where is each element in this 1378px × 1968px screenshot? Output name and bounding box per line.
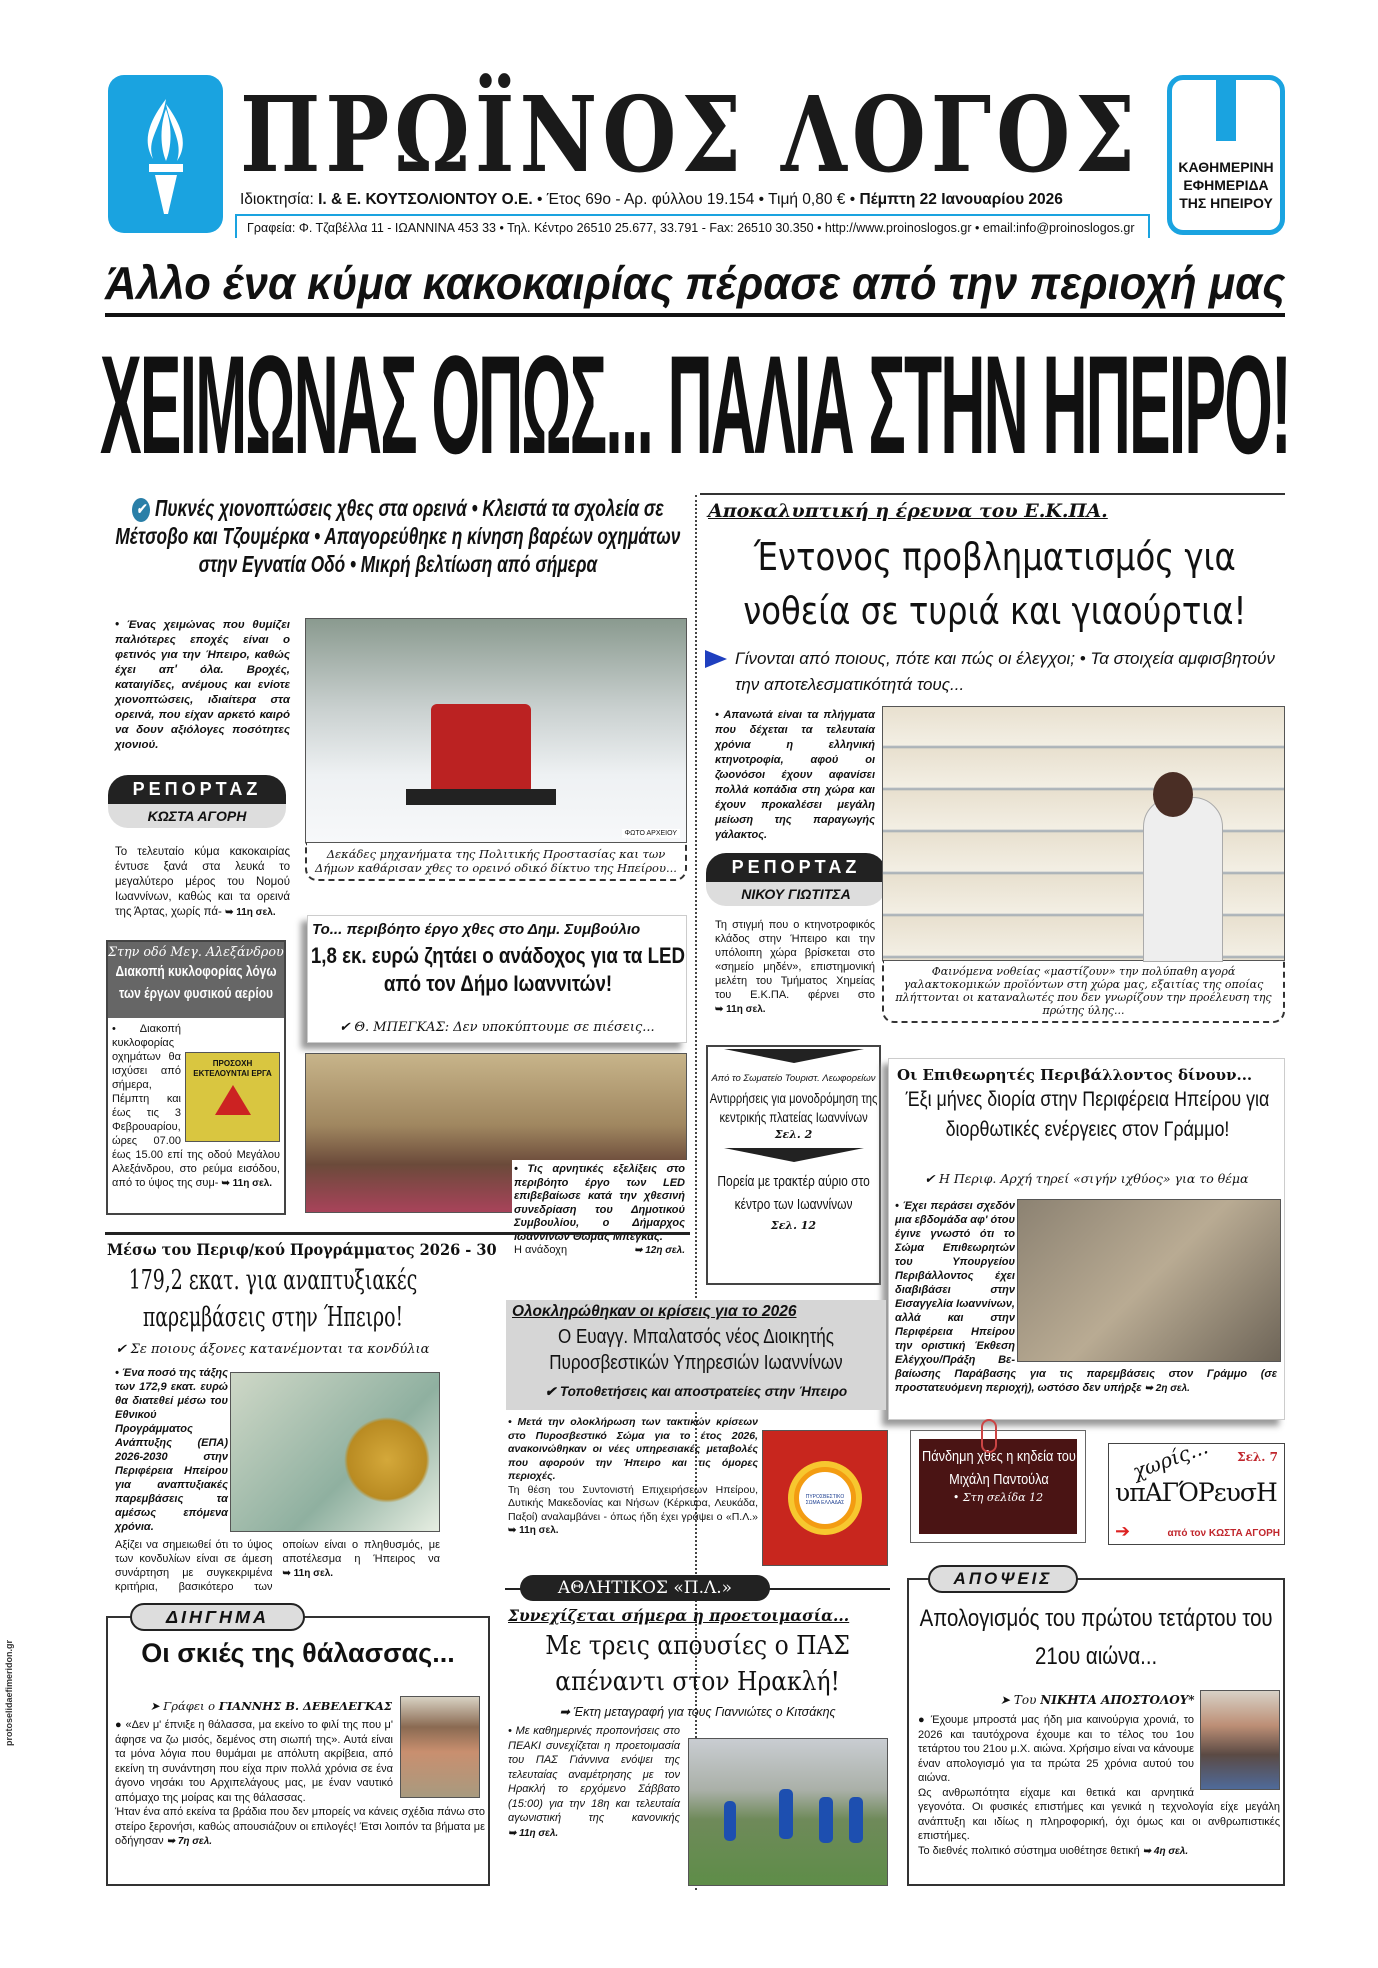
- shopper-head: [1153, 772, 1193, 817]
- blue-arrow-icon: [705, 650, 727, 668]
- tagline-line: ΚΑΘΗΜΕΡΙΝΗ: [1178, 159, 1274, 175]
- gas-body: [112, 1022, 280, 1191]
- gas-text: • Διακοπή κυκλοφορίας οχημάτων θα ισχύσει από σήμερα, Πέμπτη και έως τις 3 Φεβρουαρίου, ώρες 07.00 έως 15.00: [112, 1023, 181, 1161]
- story-headline-box: [112, 1636, 484, 1670]
- opinion-headline: Απολογισμός του πρώτου τετάρτου του 21ου αιώνα...: [919, 1605, 1273, 1670]
- funeral-headline: Πάνδημη χθες η κηδεία του Μιχάλη Παντούλα: [921, 1448, 1076, 1488]
- contact-box: [235, 214, 1150, 238]
- lead-subhead-text: Πυκνές χιονοπτώσεις χθες στα ορεινά • Κλειστά τα σχολεία σε Μέτσοβο και Τζουμέρκα • Απαγορεύθηκε η κίνηση βαρέων οχημάτων στην Εγνατία Οδό • Μικρή βελτίωση από σήμερα: [115, 495, 681, 577]
- led-header-box: [307, 915, 687, 1043]
- funding-intro: • Ένα ποσό της τάξης των 172,9 εκατ. ευρώ θα διατεθεί μέσω του Εθνικού Προγράμματος Ανάπτυξης (ΕΠΑ) 2026-2030 στην Περιφέρεια Ηπείρου για αναπτυξιακές παρεμβάσεις τα αμέσως επόμενα χρόνια.: [115, 1367, 228, 1533]
- brief-page: Σελ. 12: [770, 1219, 817, 1232]
- report-badge: [706, 853, 886, 906]
- continue-link[interactable]: ➥ 11η σελ.: [225, 907, 276, 918]
- dairy-intro: • Απανωτά είναι τα πλήγματα που δέχεται τα τελευταία χρόνια η ελληνική κτηνοτροφία, αφού οι ζωονόσοι έχουν αφανίσει πολλά κοπάδια στη χώρα και έχουν προκαλέσει μεγάλη μείωση της παραγωγής γάλακτος.: [715, 709, 875, 841]
- fire-body: [508, 1416, 758, 1538]
- tagline-line: ΕΦΗΜΕΡΙΔΑ: [1183, 177, 1269, 193]
- opinion-tab: ΑΠΟΨΕΙΣ: [928, 1565, 1078, 1593]
- grammos-text-cont: βαίωσης Παράβασης για τις παρεμβάσεις στον Γράμμο (σε προστατευόμενη περιοχή), ωστόσο δεν υπήρξε: [895, 1368, 1277, 1394]
- cheese-shelf-photo: [882, 706, 1285, 961]
- torch-icon: [131, 89, 201, 219]
- story-body: [115, 1718, 485, 1850]
- issue-info-box: [240, 190, 1140, 210]
- lead-intro: • Ένας χειμώνας που θυμίζει παλιότερες εποχές είναι ο φετινός για την Ήπειρο, καθώς έχει απ' όλα. Βροχές, καταιγίδες, ανέμους και ενίοτε χιονοπτώσεις, ιδιαίτερα στα ορεινά, που είχαν αρκετό καιρό να δουν αξιόλογες ποσότητες χιονιού.: [115, 619, 290, 751]
- continue-link[interactable]: ➥ 11η σελ.: [221, 1178, 273, 1189]
- lead-kicker-box: [105, 255, 1285, 317]
- lead-caption: Δεκάδες μηχανήματα της Πολιτικής Προστασίας και των Δήμων καθάρισαν χθες το ορεινό οδικό δίκτυο της Ηπείρου...: [305, 843, 687, 881]
- contact-line-box: [247, 220, 1142, 236]
- funeral-page: • Στη σελίδα 12: [952, 1491, 1044, 1504]
- lead-subhead-box: [108, 494, 688, 610]
- led-kicker: Το... περιβόητο έργο χθες στο Δημ. Συμβούλιο: [312, 921, 641, 938]
- story-text: ● «Δεν μ' έπνιξε η θάλασσα, μα εκείνο το φιλί της που μ' άφησε να ζω μισός, δεμένος στη σιωπή της». Αυτά είναι τα μόνα λόγια που θυμάμαι με απόλυτη ακρίβεια, από εκείνη τη συνάντηση που είχα πριν πολλά χρόνια σε ένα άγονο νησάκι του Αρχιπελάγους μας, με έναν ναυτικό απόμαχο της μοίρας και της θάλασσας.: [115, 1719, 393, 1804]
- plow-blade: [406, 789, 556, 805]
- story-tab: ΔΙΗΓΗΜΑ: [130, 1603, 305, 1631]
- story-headline: Οι σκιές της θάλασσας...: [141, 1638, 455, 1668]
- opinion-text: Το διεθνές πολιτικό σύστημα υιοθέτησε θετική: [918, 1844, 1140, 1857]
- column-title-small: χωρίς...: [1129, 1434, 1212, 1484]
- down-arrow-icon: [724, 1148, 864, 1162]
- gas-works-box: [106, 940, 286, 1215]
- story-author: ΓΙΑΝΝΗΣ Β. ΔΕΒΕΛΕΓΚΑΣ: [218, 1699, 393, 1713]
- brief-kicker-box: [708, 1073, 879, 1085]
- sports-banner: ΑΘΛΗΤΙΚΟΣ «Π.Λ.»: [520, 1575, 770, 1601]
- continue-link[interactable]: ➥ 2η σελ.: [1144, 1383, 1190, 1394]
- sports-headline: Με τρεις απουσίες ο ΠΑΣ απέναντι στον Ηρακλή!: [545, 1631, 850, 1697]
- lead-body: [115, 845, 290, 920]
- lead-kicker: Άλλο ένα κύμα κακοκαιρίας πέρασε από την περιοχή μας: [105, 257, 1286, 309]
- funding-kicker-box: [107, 1240, 497, 1260]
- contact-line: Γραφεία: Φ. Τζαβέλλα 11 - ΙΩΑΝΝΙΝΑ 453 33 • Τηλ. Κέντρο 26510 25.677, 33.791 - Fax: 26510 30.350 • http://www.proinoslogos.gr • email:info@proinoslogos.gr: [247, 221, 1135, 235]
- column-page: Σελ. 7: [1237, 1450, 1278, 1464]
- dairy-body: [715, 918, 875, 1017]
- warning-triangle-icon: [215, 1085, 251, 1115]
- continue-link[interactable]: ➥ 7η σελ.: [166, 1836, 213, 1847]
- column-author: από τον ΚΩΣΤΑ ΑΓΟΡΗ: [1167, 1528, 1280, 1539]
- photo-spacer: [1194, 1713, 1280, 1793]
- player: [819, 1797, 833, 1843]
- grammos-kicker: Οι Επιθεωρητές Περιβάλλοντος δίνουν...: [897, 1066, 1253, 1084]
- photo-credit: ΦΩΤΟ ΑΡΧΕΙΟΥ: [622, 829, 680, 838]
- led-text-cont: Η ανάδοχη: [514, 1244, 568, 1256]
- led-subhead: ✔ Θ. ΜΠΕΓΚΑΣ: Δεν υποκύπτουμε σε πιέσεις...: [339, 1020, 655, 1035]
- grammos-body: [895, 1199, 1277, 1396]
- fire-subhead: ✔ Τοποθετήσεις και αποστρατείες στην Ήπειρο: [544, 1384, 848, 1399]
- grammos-headline: Έξι μήνες διορία στην Περιφέρεια Ηπείρου για διορθωτικές ενέργειες στον Γράμμο!: [905, 1088, 1270, 1141]
- brief-headline: Πορεία με τρακτέρ αύριο στο κέντρο των Ιωαννίνων: [717, 1173, 870, 1213]
- main-headline: ΧΕΙΜΩΝΑΣ ΟΠΩΣ... ΠΑΛΙΑ ΣΤΗΝ ΗΠΕΙΡΟ!: [100, 326, 1290, 483]
- brief-kicker: Από το Σωματείο Τουριστ. Λεωφορείων: [711, 1073, 876, 1084]
- main-headline-box: [100, 326, 1290, 483]
- lead-body-text: Το τελευταίο κύμα κακοκαιρίας έντυσε ξανά στα λευκά το μεγαλύτερο μέρος του Νομού Ιωαννίνων, καθώς και τα ορεινά της Άρτας, χωρίς πά-: [115, 846, 290, 918]
- sports-subhead: ➡ Έκτη μεταγραφή για τους Γιαννιώτες ο Κιτσάκης: [559, 1705, 836, 1719]
- gas-kicker-box: [108, 944, 284, 961]
- gas-headline: Διακοπή κυκλοφορίας λόγω των έργων φυσικού αερίου: [115, 963, 277, 1002]
- training-photo: [688, 1738, 888, 1886]
- ownership-label: Ιδιοκτησία:: [240, 191, 314, 208]
- continue-link[interactable]: ➥ 11η σελ.: [508, 1827, 559, 1839]
- continue-link[interactable]: ➥ 12η σελ.: [634, 1245, 685, 1256]
- funding-headline: 179,2 εκατ. για αναπτυξιακές παρεμβάσεις στην Ήπειρο!: [128, 1265, 418, 1333]
- tagline-line: ΤΗΣ ΗΠΕΙΡΟΥ: [1179, 195, 1273, 211]
- opinion-byline: [1000, 1692, 1195, 1708]
- paperclip-icon: [981, 1419, 997, 1453]
- player: [724, 1801, 736, 1841]
- led-text: • Τις αρνητικές εξελίξεις στο περιβόητο έργο των LED επιβεβαίωσε κατά την χθεσινή συνεδρίαση του Δημοτικού Συμβουλίου, ο Δήμαρχος Ιωαννίνων Θωμάς Μπέγκας.: [514, 1163, 685, 1243]
- tagline-box: [1167, 75, 1285, 235]
- snowplow-truck: [431, 704, 531, 794]
- photo-spacer: [393, 1718, 485, 1798]
- watermark: protoselidaefimeridon.gr: [4, 1640, 14, 1747]
- sports-kicker: Συνεχίζεται σήμερα η προετοιμασία...: [508, 1606, 850, 1625]
- opinion-headline-box: [907, 1600, 1285, 1680]
- pen-nib-icon: [1216, 75, 1236, 141]
- down-arrow-icon: [724, 1049, 864, 1063]
- sign-text: ΠΡΟΣΟΧΗ ΕΚΤΕΛΟΥΝΤΑΙ ΕΡΓΑ: [193, 1059, 272, 1078]
- newspaper-title: ΠΡΩΪΝΟΣ ΛΟΓΟΣ: [240, 73, 1141, 196]
- funding-body: [115, 1538, 440, 1594]
- grammos-box: [888, 1058, 1285, 1420]
- gas-header: [108, 942, 284, 1018]
- issue-date: Πέμπτη 22 Ιανουαρίου 2026: [859, 191, 1063, 208]
- led-headline: 1,8 εκ. ευρώ ζητάει ο ανάδοχος για τα LED από τον Δήμο Ιωαννιτών!: [310, 943, 686, 996]
- briefs-box: [706, 1045, 881, 1285]
- owner: Ι. & Ε. ΚΟΥΤΣΟΛΙΟΝΤΟΥ Ο.Ε.: [318, 191, 533, 208]
- dairy-headline: Έντονος προβληματισμός για νοθεία σε τυριά και γιαούρτια!: [743, 535, 1247, 633]
- opinion-text: ● Έχουμε μπροστά μας ήδη μια καινούργια χρονιά, το 2026 και ταυτόχρονα έχουμε και το τέλος του 1ου τετάρτου του 21ου μ.Χ. αιώνα. Χρήσιμο είναι να κάνουμε έναν απολογισμό για τα πρώτα 25 χρόνια αυτού του αιώνα.: [918, 1714, 1194, 1784]
- player: [779, 1789, 793, 1839]
- story-text-cont: Ήταν ένα από εκείνα τα βράδια που δεν μπορείς να κάνεις σχέδια πάνω στο στείρο ξερονήσι, καθώς απουσιάζουν οι επιλογές! Έτσι λοιπόν τα βήματα με οδήγησαν: [115, 1806, 485, 1847]
- section-rule: [105, 1232, 690, 1235]
- photo-spacer: [1015, 1199, 1277, 1361]
- column-title: υπΑΓΌΡευσΗ: [1115, 1478, 1277, 1507]
- red-arrow-icon: ➔: [1115, 1521, 1131, 1541]
- fire-text: Τη θέση του Συντονιστή Επιχειρήσεων Ηπείρου, Δυτικής Μακεδονίας και Νήσων (Κέρκυρα, Λευκάδα, Παξοί) αναλαμβάνει - όπως ήδη έχει γράψει ο «Π.Λ.»: [508, 1483, 758, 1523]
- story-byline: [150, 1698, 392, 1714]
- fire-header-box: [506, 1300, 886, 1410]
- funding-kicker: Μέσω του Περιφ/κού Προγράμματος 2026 - 30: [107, 1240, 497, 1259]
- continue-link[interactable]: ➥ 11η σελ.: [508, 1525, 559, 1536]
- sports-body: [508, 1724, 680, 1841]
- brief-page: Σελ. 2: [774, 1128, 813, 1141]
- fire-emblem-text: ΠΥΡΟΣΒΕΣΤΙΚΟ ΣΩΜΑ ΕΛΛΑΔΑΣ: [794, 1467, 856, 1529]
- badge-label: ΡΕΠΟΡΤΑΖ: [108, 775, 286, 804]
- continue-link[interactable]: ➥ 11η σελ.: [282, 1568, 334, 1579]
- badge-label: ΡΕΠΟΡΤΑΖ: [706, 853, 886, 882]
- issue-info: Ιδιοκτησία: Ι. & Ε. ΚΟΥΤΣΟΛΙΟΝΤΟΥ Ο.Ε. • Έτος 69ο - Αρ. φύλλου 19.154 • Τιμή 0,80 € • Πέμπτη 22 Ιανουαρίου 2026: [240, 191, 1063, 208]
- money-coins-photo: [230, 1372, 440, 1532]
- fire-headline: Ο Ευαγγ. Μπαλατσός νέος Διοικητής Πυροσβεστικών Υπηρεσιών Ιωαννίνων: [549, 1326, 843, 1374]
- sports-headline-box: [505, 1628, 890, 1702]
- lead-subhead: [108, 494, 688, 578]
- opinion-author: ΝΙΚΗΤΑ ΑΠΟΣΤΟΛΟΥ*: [1040, 1693, 1195, 1707]
- funding-body-text: Αξίζει να σημειωθεί ότι το ύψος των κονδυλίων είναι σε άμεση συνάρτηση με συγκεκριμένα κριτήρια, βασικότερο των οποίων είναι ο πληθυσμός, με αποτέλεσμα η Ήπειρος να: [115, 1539, 440, 1593]
- dairy-kicker: Αποκαλυπτική η έρευνα του Ε.Κ.ΠΑ.: [708, 500, 1108, 522]
- byline-prefix: ➤ Γράφει ο: [150, 1699, 216, 1713]
- byline-prefix: ➤ Του: [1000, 1693, 1037, 1707]
- dairy-caption: Φαινόμενα νοθείας «μαστίζουν» την πολύπαθη αγορά γαλακτοκομικών προϊόντων στη χώρα μας, εξαιτίας της οποίας πλήττονται οι καταναλωτές που δεν γνωρίζουν την προέλευση της πρώτης ύλης...: [882, 961, 1285, 1023]
- led-body: [512, 1160, 687, 1261]
- brief-headline: Αντιρρήσεις για μονοδρόμηση της κεντρικής πλατείας Ιωαννίνων: [709, 1090, 878, 1125]
- continue-link[interactable]: ➥ 11η σελ.: [715, 1004, 766, 1015]
- roadworks-sign-photo: [185, 1052, 280, 1142]
- dairy-subhead: [705, 646, 1285, 698]
- continue-link[interactable]: ➥ 4η σελ.: [1142, 1845, 1189, 1857]
- player: [849, 1797, 863, 1843]
- dairy-section: [700, 493, 1285, 495]
- badge-author: ΚΩΣΤΑ ΑΓΟΡΗ: [108, 804, 286, 828]
- gas-kicker: Στην οδό Μεγ. Αλεξάνδρου: [108, 945, 284, 960]
- opinion-body: [918, 1713, 1280, 1859]
- fire-kicker: Ολοκληρώθηκαν οι κρίσεις για το 2026: [512, 1303, 797, 1320]
- grammos-kicker-box: [897, 1065, 1276, 1085]
- grammos-text: • Έχει περάσει σχεδόν μια εβδομάδα αφ' ότου έγινε γνωστό ότι το Σώμα Επιθεωρητών του Υπουργείου Περιβάλλοντος έχει διαβιβάσει στην Εισαγγελία Ιωαννίνων, αλλά και στην Περιφέρεια Ηπείρου την οριστική Έκθεση Ελέγχου/Πράξη Βε-: [895, 1200, 1015, 1366]
- price: Τιμή 0,80 €: [768, 191, 846, 208]
- funeral-box: [910, 1430, 1086, 1543]
- column-ad-box[interactable]: [1108, 1434, 1285, 1545]
- snowplow-photo: [305, 618, 687, 843]
- dairy-body-text: Τη στιγμή που ο κτηνοτροφικός κλάδος στην Ήπειρο και την υπόλοιπη χώρα βρίσκεται στο «σημείο μηδέν», επιστημονική μελέτη του Τμήματος Χημείας του Ε.Κ.ΠΑ. φέρνει στο: [715, 919, 875, 1001]
- funding-headline-box: [105, 1262, 440, 1338]
- dairy-subhead-text: Γίνονται από ποιους, πότε και πώς οι έλεγχοι; • Τα στοιχεία αμφισβητούν την αποτελεσματικότητά τους...: [735, 649, 1275, 694]
- funeral-panel: [919, 1439, 1077, 1534]
- funding-subhead: ✔ Σε ποιους άξονες κατανέμονται τα κονδύλια: [115, 1342, 430, 1357]
- check-icon: ✔: [132, 498, 150, 522]
- shopper-figure: [1143, 797, 1223, 962]
- issue-number: Έτος 69ο - Αρ. φύλλου 19.154: [546, 191, 755, 208]
- fire-intro: • Μετά την ολοκλήρωση των τακτικών κρίσεων στο Πυροσβεστικό Σώμα για το έτος 2026, ανακοινώθηκαν οι νέες υπηρεσιακές μεταβολές που αφορούν την Ήπειρο και τις όμορες περιοχές.: [508, 1416, 758, 1482]
- torch-logo: [108, 75, 223, 233]
- report-badge: [108, 775, 286, 828]
- fire-service-emblem: [762, 1430, 888, 1566]
- grammos-subhead: ✔ Η Περιφ. Αρχή τηρεί «σιγήν ιχθύος» για το θέμα: [924, 1171, 1249, 1186]
- badge-author: ΝΙΚΟΥ ΓΙΩΤΙΤΣΑ: [706, 882, 886, 906]
- gas-text-cont: επί της οδού Μεγάλου Αλεξάνδρου, στο ρεύμα εισόδου, από το ύψος της συμ-: [112, 1149, 280, 1189]
- opinion-text: Ως ανθρωπότητα είχαμε και θετικά και αρνητικά γεγονότα. Οι φυσικές επιστήμες και γενικά η τεχνολογία είχε μεγάλη ανάπτυξη και ιδίως η πληροφορική, όχι όμως και οι ανθρωπιστικές επιστήμες.: [918, 1786, 1280, 1842]
- dairy-headline-box: [705, 530, 1285, 640]
- newspaper-title-box: [240, 73, 1141, 196]
- sports-body-text: • Με καθημερινές προπονήσεις στο ΠΕΑΚΙ συνεχίζεται η προετοιμασία του ΠΑΣ Γιάννινα ενόψει της τελευταίας αναμέτρησης με τον Ηρακλή το ερχόμενο Σάββατο (15:00) για την 18η και τελευταία αγωνιστική της κανονικής: [508, 1725, 680, 1824]
